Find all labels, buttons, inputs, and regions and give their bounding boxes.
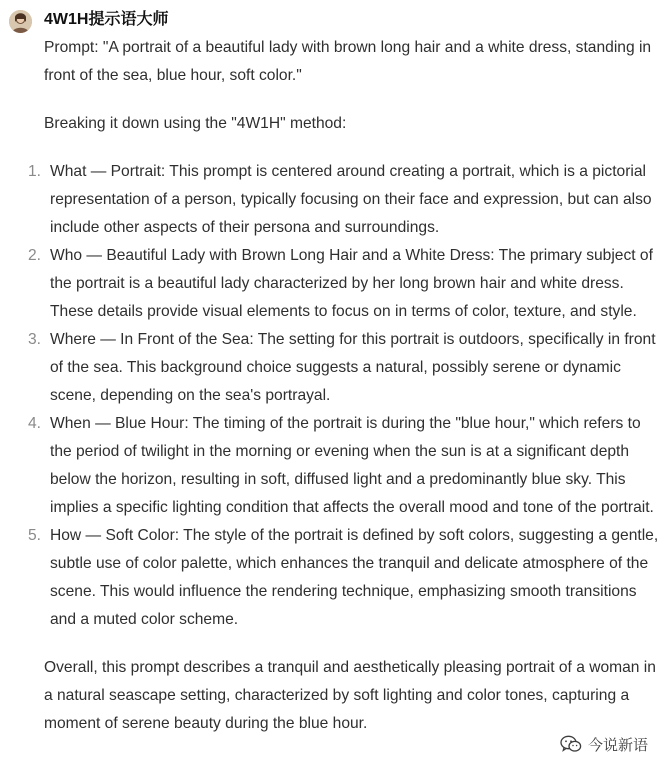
list-item-text: Who — Beautiful Lady with Brown Long Hair and a White Dress: The primary subject of the portrait is a beautiful lady characterized by her long brown hair and white dress. These details provide visual elements to focus on in terms of color, texture, and style. xyxy=(50,247,653,320)
avatar-portrait-icon xyxy=(9,10,32,33)
list-item-number: 5. xyxy=(28,527,42,544)
avatar xyxy=(9,10,32,33)
list-item-text: How — Soft Color: The style of the portrait is defined by soft colors, suggesting a gentle, subtle use of color palette, which enhances the tranquil and delicate atmosphere of the scene. This would influence the rendering technique, emphasizing smooth transitions and a muted color scheme. xyxy=(50,527,659,628)
list-item xyxy=(28,522,659,634)
list-item-text: Where — In Front of the Sea: The setting for this portrait is outdoors, specifically in front of the sea. This background choice suggests a natural, possibly serene or dynamic scene, depending on the sea's portrayal. xyxy=(50,331,656,404)
list-item-number: 3. xyxy=(28,331,42,348)
list-item xyxy=(28,410,659,522)
sender-name: 4W1H提示语大师 xyxy=(44,11,169,28)
list-item-number: 4. xyxy=(28,415,42,432)
intro-line: Breaking it down using the "4W1H" method: xyxy=(44,115,347,132)
message-content xyxy=(28,34,659,738)
list-item-text: When — Blue Hour: The timing of the portrait is during the "blue hour," which refers to the period of twilight in the morning or evening when the sun is at a significant depth below the horizon, resulting in soft, diffused light and a predominantly blue sky. This implies a specific lighting condition that affects the overall mood and tone of the portrait. xyxy=(50,415,654,516)
wechat-icon xyxy=(560,735,582,753)
list-item xyxy=(28,326,659,410)
watermark-text: 今说新语 xyxy=(588,736,649,754)
prompt-line: Prompt: "A portrait of a beautiful lady with brown long hair and a white dress, standing in front of the sea, blue hour, soft color." xyxy=(44,39,652,84)
conclusion-paragraph: Overall, this prompt describes a tranquil and aesthetically pleasing portrait of a woman in a natural seascape setting, characterized by soft lighting and color tones, capturing a moment of serene beauty during the blue hour. xyxy=(44,659,656,732)
steps-list xyxy=(28,158,659,634)
list-item xyxy=(28,242,659,326)
list-item xyxy=(28,158,659,242)
list-item-number: 1. xyxy=(28,163,42,180)
watermark xyxy=(556,731,652,757)
list-item-number: 2. xyxy=(28,247,42,264)
list-item-text: What — Portrait: This prompt is centered around creating a portrait, which is a pictorial representation of a person, typically focusing on their face and expression, but can also include other aspects of their persona and surroundings. xyxy=(50,163,652,236)
